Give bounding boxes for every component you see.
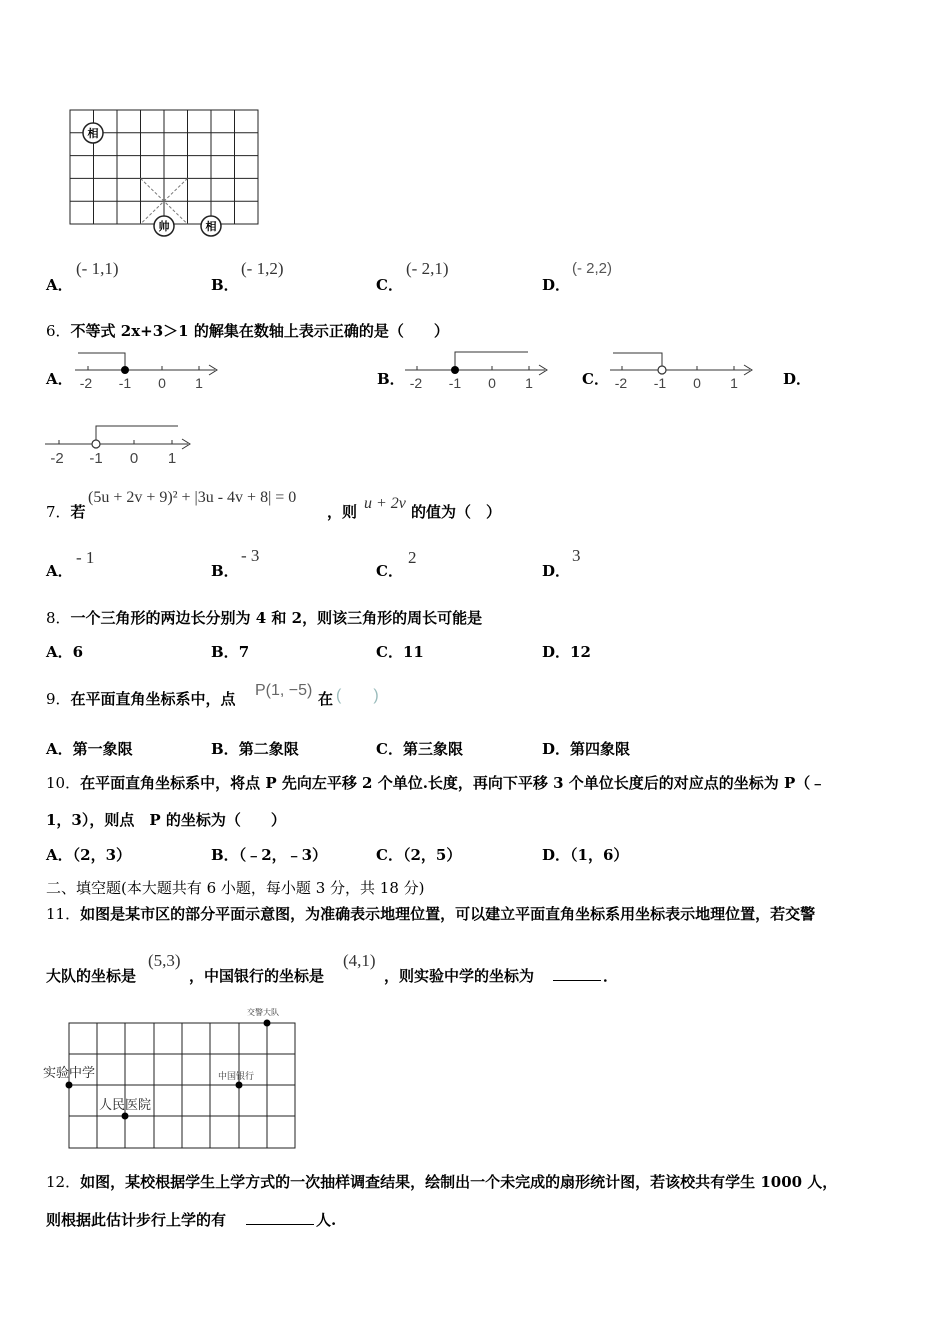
q12-question-line1: 12．如图，某校根据学生上学方式的一次抽样调查结果，绘制出一个未完成的扇形统计图，若该校共有学生 1000 人， [46, 1173, 838, 1191]
q9-option-c: C．第三象限 [376, 740, 463, 758]
q7-expression: u + 2v [364, 495, 406, 512]
q11-part-b: ，中国银行的坐标是 [189, 967, 325, 985]
q11-part-a: 大队的坐标是 [46, 967, 137, 985]
svg-text:0: 0 [693, 375, 701, 391]
svg-text:-2: -2 [409, 375, 423, 391]
q12-answer-blank[interactable] [246, 1224, 314, 1225]
q11-coord-a: (5,3) [148, 951, 181, 970]
q12-line2-a: 则根据此估计步行上学的有 [46, 1211, 227, 1229]
q9-option-a: A．第一象限 [46, 740, 133, 758]
city-map-figure [42, 1004, 304, 1156]
svg-text:-1: -1 [653, 375, 667, 391]
q8-option-c: C．11 [376, 643, 424, 661]
q11-question-line1: 11．如图是某市区的部分平面示意图，为准确表示地理位置，可以建立平面直角坐标系用坐标表示地理位置，若交警 [46, 905, 816, 923]
svg-text:1: 1 [167, 450, 177, 466]
svg-text:帅: 帅 [158, 221, 170, 233]
q6-question: 6．不等式 2x+3＞1 的解集在数轴上表示正确的是（ ） [46, 322, 449, 340]
svg-text:1: 1 [525, 375, 533, 391]
q9-suffix: 在 [318, 690, 334, 708]
q12-line2-b: 人. [316, 1211, 337, 1229]
q6-option-d-label: D． [783, 370, 812, 388]
svg-text:0: 0 [158, 375, 166, 391]
q7-equation: (5u + 2v + 9)² + |3u - 4v + 8| = 0 [88, 489, 297, 506]
svg-text:-2: -2 [50, 450, 64, 466]
svg-text:-1: -1 [118, 375, 132, 391]
q9-option-b: B．第二象限 [211, 740, 299, 758]
chess-piece-shuai [154, 216, 174, 236]
svg-text:-1: -1 [89, 450, 103, 466]
q11-part-c: ，则实验中学的坐标为 [384, 967, 535, 985]
svg-text:实验中学: 实验中学 [43, 1065, 96, 1080]
svg-text:交警大队: 交警大队 [247, 1008, 279, 1017]
police-station-marker [247, 1007, 279, 1027]
q8-option-a: A．6 [46, 643, 84, 661]
svg-text:-2: -2 [79, 375, 93, 391]
q7-suffix: 的值为（ ） [411, 503, 502, 521]
svg-text:中国银行: 中国银行 [218, 1071, 255, 1081]
q8-option-d: D．12 [542, 643, 591, 661]
section-title: 二、填空题(本大题共有 6 小题，每小题 3 分，共 18 分) [46, 879, 425, 897]
svg-text:人民医院: 人民医院 [99, 1097, 152, 1112]
q9-option-d: D．第四象限 [542, 740, 631, 758]
svg-text:0: 0 [488, 375, 496, 391]
q10-option-a: A．（2，3） [46, 846, 132, 864]
chess-piece-xiang-bottom [201, 216, 221, 236]
q11-part-d: ． [603, 967, 619, 985]
q7-question: 7．若 [46, 503, 86, 521]
svg-text:-1: -1 [448, 375, 462, 391]
closed-point-icon [451, 366, 459, 374]
q6-option-b-label: B． [377, 370, 405, 388]
closed-point-icon [121, 366, 129, 374]
q9-question: 9．在平面直角坐标系中，点 [46, 690, 236, 708]
svg-text:-2: -2 [614, 375, 628, 391]
q10-question-line1: 10．在平面直角坐标系中，将点 P 先向左平移 2 个单位.长度，再向下平移 3 个单位长度后的对应点的坐标为 P（﹣ [46, 774, 826, 792]
q9-point: P(1, −5) [255, 682, 313, 699]
q7-middle: ，则 [327, 503, 358, 521]
q10-option-d: D．（1，6） [542, 846, 629, 864]
q10-question-line2: 1，3），则点 P 的坐标为（ ） [46, 811, 286, 829]
q6-option-c-numberline [605, 350, 760, 392]
q6-option-a-label: A． [46, 370, 73, 388]
q11-answer-blank[interactable] [553, 980, 601, 981]
svg-text:1: 1 [730, 375, 738, 391]
q6-option-c-label: C． [582, 370, 609, 388]
svg-text:0: 0 [129, 450, 139, 466]
open-point-icon [658, 366, 666, 374]
q6-option-b-numberline [400, 350, 555, 392]
q10-option-b: B．（﹣2，﹣3） [211, 846, 328, 864]
q6-option-d-numberline [40, 422, 200, 466]
q11-coord-b: (4,1) [343, 951, 376, 970]
svg-text:相: 相 [205, 221, 217, 233]
chess-piece-xiang-top [83, 123, 103, 143]
svg-text:相: 相 [87, 128, 99, 140]
q8-question: 8．一个三角形的两边长分别为 4 和 2，则该三角形的周长可能是 [46, 609, 483, 627]
open-point-icon [92, 440, 100, 448]
q10-option-c: C．（2，5） [376, 846, 462, 864]
chessboard-figure [60, 105, 270, 240]
bank-marker [218, 1070, 254, 1089]
q9-paren: ( ) [336, 687, 379, 704]
q8-option-b: B．7 [211, 643, 250, 661]
q6-option-a-numberline [70, 350, 225, 392]
svg-text:1: 1 [195, 375, 203, 391]
